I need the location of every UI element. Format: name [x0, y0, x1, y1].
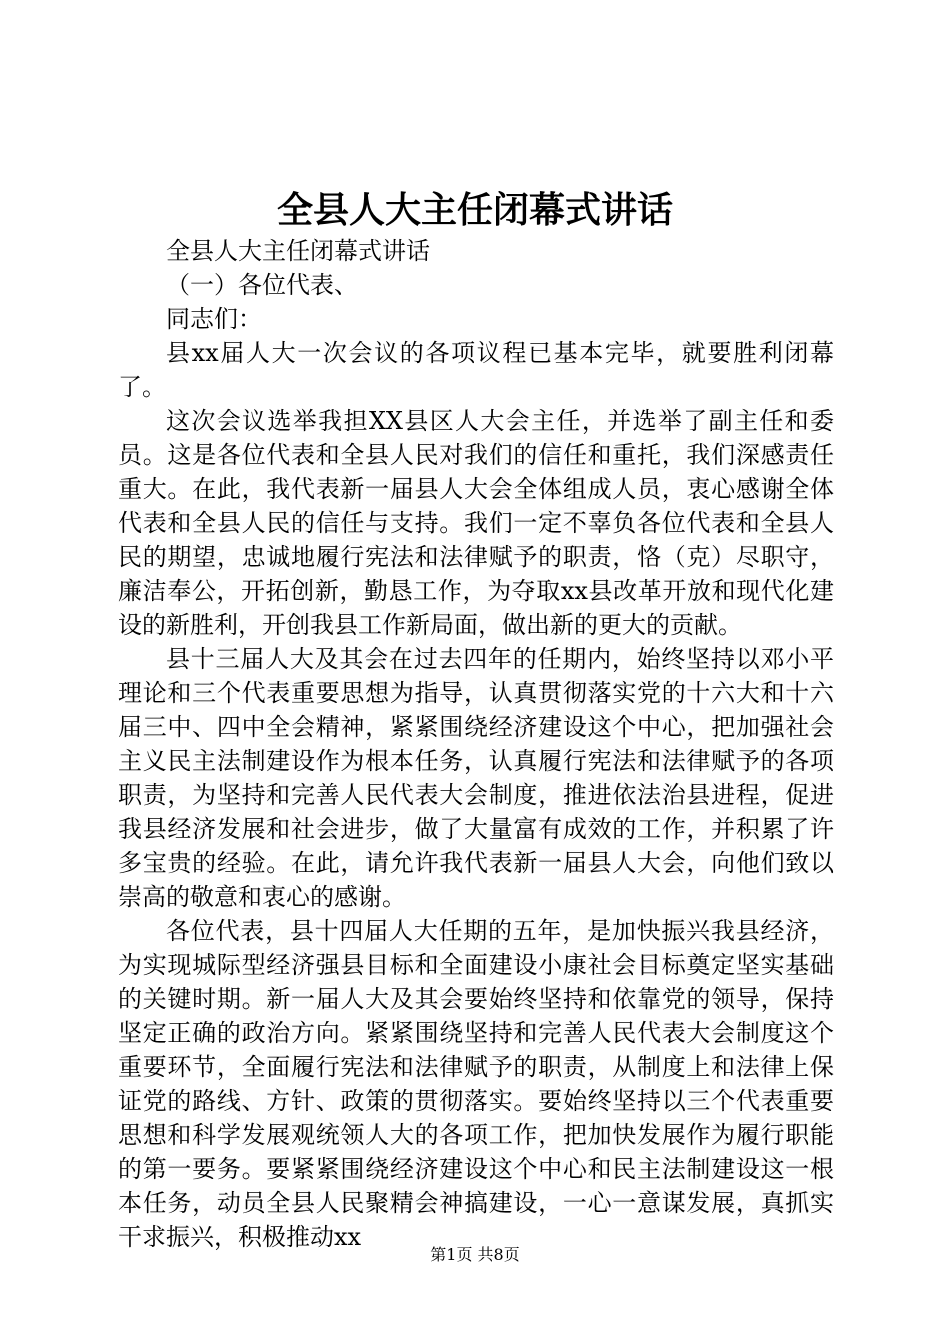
paragraph-body: 县十三届人大及其会在过去四年的任期内，始终坚持以邓小平理论和三个代表重要思想为指导，认真贯彻落实党的十六大和十六届三中、四中全会精神，紧紧围绕经济建设这个中心，把加强社会主义民主法制建设作为根本任务，认真履行宪法和法律赋予的各项职责，为坚持和完善人民代表大会制度，推进依法治县进程，促进我县经济发展和社会进步，做了大量富有成效的工作，并积累了许多宝贵的经验。在此，请允许我代表新一届县人大会，向他们致以崇高的敬意和衷心的感谢。 — [118, 645, 834, 911]
paragraph-body: 各位代表，县十四届人大任期的五年，是加快振兴我县经济，为实现城际型经济强县目标和全面建设小康社会目标奠定坚实基础的关键时期。新一届人大及其会要始终坚持和依靠党的领导，保持坚定正确的政治方向。紧紧围绕坚持和完善人民代表大会制度这个重要环节，全面履行宪法和法律赋予的职责，从制度上和法律上保证党的路线、方针、政策的贯彻落实。要始终坚持以三个代表重要思想和科学发展观统领人大的各项工作，把加快发展作为履行职能的第一要务。要紧紧围绕经济建设这个中心和民主法制建设这一根本任务，动员全县人民聚精会神搞建设，一心一意谋发展，真抓实干求振兴，积极推动xx — [118, 917, 834, 1251]
paragraph-body: 县xx届人大一次会议的各项议程已基本完毕，就要胜利闭幕了。 — [118, 339, 834, 401]
paragraph-body: 这次会议选举我担XX县区人大会主任，并选举了副主任和委员。这是各位代表和全县人民对我们的信任和重托，我们深感责任重大。在此，我代表新一届县人大会全体组成人员，衷心感谢全体代表和全县人民的信任与支持。我们一定不辜负各位代表和全县人民的期望，忠诚地履行宪法和法律赋予的职责，恪（克）尽职守，廉洁奉公，开拓创新，勤恳工作，为夺取xx县改革开放和现代化建设的新胜利，开创我县工作新局面，做出新的更大的贡献。 — [118, 407, 834, 639]
document-title: 全县人大主任闭幕式讲话 — [276, 189, 673, 231]
paragraph-subtitle: 全县人大主任闭幕式讲话 — [166, 237, 430, 265]
page-number-footer: 第1页 共8页 — [430, 1245, 520, 1264]
paragraph-salutation: 同志们： — [166, 305, 262, 333]
document-body — [118, 234, 834, 1254]
paragraph-section-heading: （一）各位代表、 — [166, 271, 358, 299]
